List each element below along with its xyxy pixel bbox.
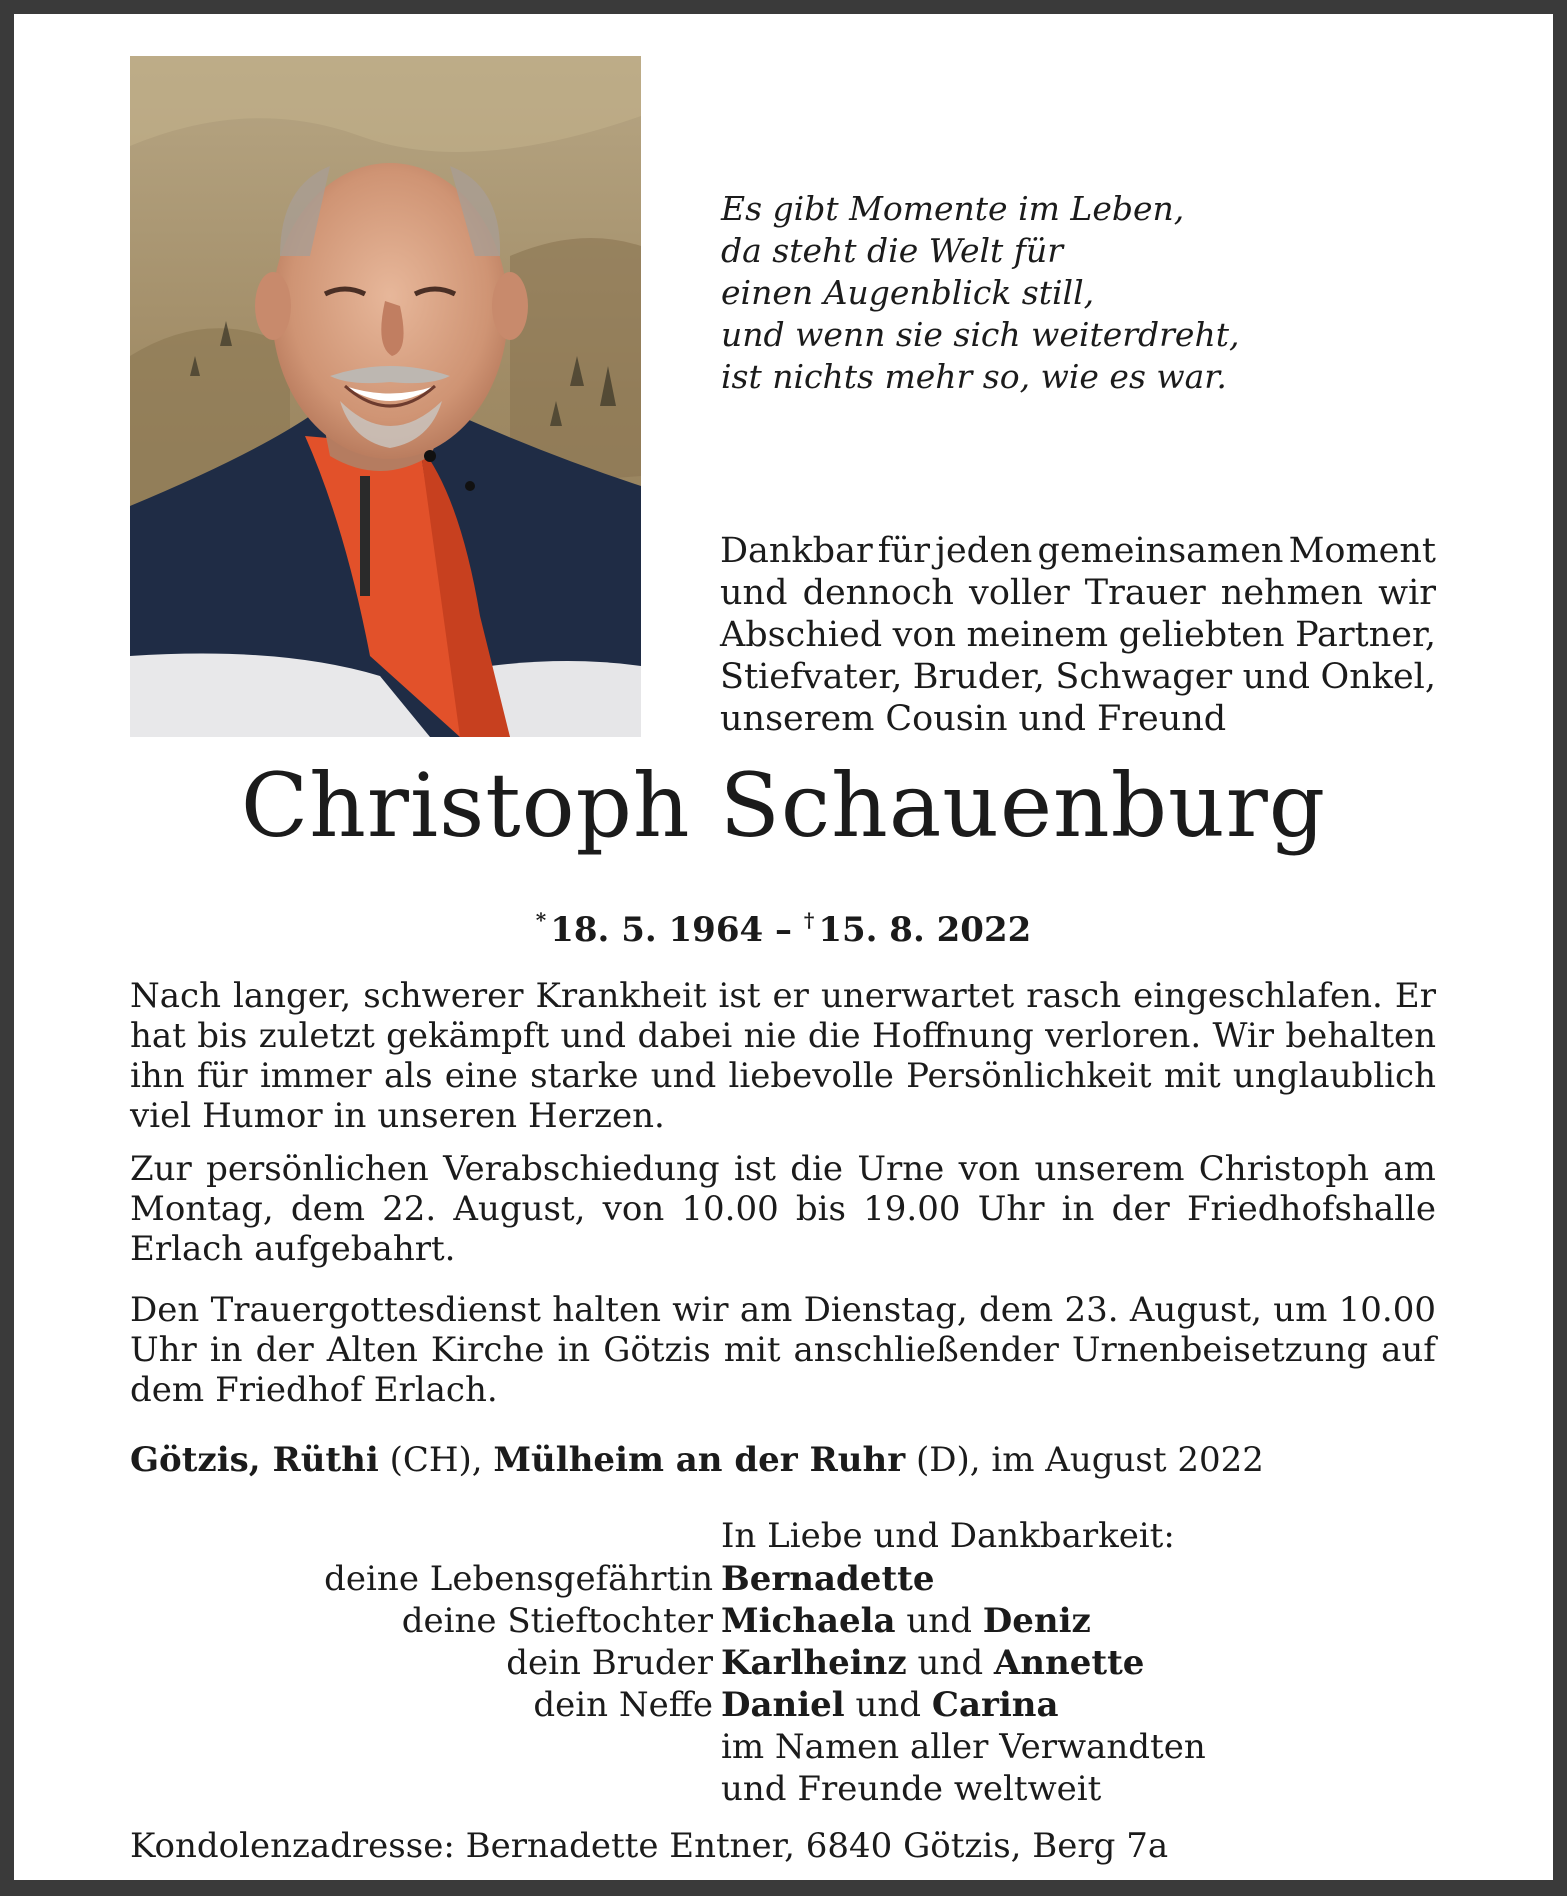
word: eine [444,1056,518,1096]
word: am [1383,1149,1436,1189]
body-paragraph-viewing [130,1149,1436,1269]
word: Krankheit [535,976,707,1016]
paragraph-line [130,1149,1436,1189]
relative-names [721,1642,1144,1684]
word: Dankbar [720,531,873,571]
intro-paragraph [720,530,1436,740]
place-and-date [130,1440,1264,1480]
word: Dienstag, [803,1290,968,1330]
word: und [650,1056,717,1096]
relative-joiner: und [917,1643,984,1683]
word: für [877,531,931,571]
word: anschließender [793,1330,1059,1370]
birth-date: 18. 5. 1964 [550,910,764,950]
word: dem [979,1290,1054,1330]
word: Erlach. [373,1370,498,1410]
poem-line: ist nichts mehr so, wie es war. [721,357,1227,396]
word: voller [969,573,1070,613]
word: August, [1129,1290,1262,1330]
word: gekämpft [386,1016,550,1056]
intro-line [720,656,1436,698]
word: Persönlichkeit [906,1056,1152,1096]
word: liebevolle [728,1056,894,1096]
word: Hoffnung [872,1016,1034,1056]
word: verloren. [1045,1016,1202,1056]
word: der [1111,1189,1170,1229]
word: Cousin [885,699,1008,739]
word: in [557,1330,591,1370]
closing-line-row [130,1768,1530,1810]
word: Friedhof [215,1370,363,1410]
word: Erlach [130,1229,244,1269]
word: wir [1378,573,1436,613]
word: Zur [130,1149,192,1189]
word: Uhr [977,1189,1045,1229]
word: er [772,976,809,1016]
word: 10.00 [1338,1290,1436,1330]
body-paragraph-service [130,1290,1436,1410]
word: Urnenbeisetzung [1071,1330,1369,1370]
intro-line [720,698,1436,740]
paragraph-line [130,1290,1436,1330]
word: dem [130,1370,205,1410]
relative-name: Deniz [982,1601,1091,1641]
paragraph-line [130,1056,1436,1096]
place-city-2: Mülheim an der Ruhr [493,1440,906,1480]
word: Herzen. [528,1096,665,1136]
word: zuletzt [258,1016,375,1056]
relative-relation: deine Lebensgefährtin [324,1559,713,1599]
word: Alten [326,1330,418,1370]
word: Trauergottesdienst [210,1290,541,1330]
place-country-2: (D), [915,1440,981,1480]
relative-row [130,1558,1530,1600]
word: auf [1381,1330,1436,1370]
word: dennoch [802,573,954,613]
word: bis [197,1016,248,1056]
word: Götzis [603,1330,711,1370]
relative-row [130,1642,1530,1684]
relative-names [721,1558,934,1600]
memorial-poem [721,188,1481,398]
paragraph-line [130,1370,1436,1410]
relative-relation: deine Stieftochter [401,1601,713,1641]
word: Moment [1288,531,1436,571]
word: aufgebahrt. [254,1229,456,1269]
word: Christoph [1198,1149,1370,1189]
paragraph-line [130,1096,1436,1136]
date-dash: – [775,910,792,950]
word: Trauer [1084,573,1206,613]
word: wir [672,1290,729,1330]
word: 23. [1064,1290,1119,1330]
closing-line-row [130,1726,1530,1768]
word: gemeinsamen [1037,531,1284,571]
relative-row [130,1684,1530,1726]
relative-name: Carina [931,1685,1059,1725]
paragraph-line [130,1229,1436,1269]
body-paragraph-illness [130,976,1436,1136]
word: ist [733,1149,776,1189]
death-symbol: † [803,908,815,932]
word: viel [130,1096,192,1136]
word: Nach [130,976,221,1016]
word: für [196,1056,248,1096]
signature-heading: In Liebe und Dankbarkeit: [721,1516,1175,1556]
place-city-1: Götzis, Rüthi [130,1440,379,1480]
word: meinem [966,615,1109,655]
word: unserem [1034,1149,1185,1189]
relative-name: Daniel [721,1685,845,1725]
word: die [807,1016,861,1056]
word: Stiefvater, [720,657,903,697]
word: ist [718,976,761,1016]
relative-name: Karlheinz [721,1643,907,1683]
word: in [1061,1189,1095,1229]
word: der [255,1330,314,1370]
word: nehmen [1220,573,1364,613]
relative-name: Annette [993,1643,1145,1683]
poem-line: da steht die Welt für [721,231,1064,270]
word: langer, [232,976,352,1016]
poem-line: einen Augenblick still, [721,273,1095,312]
relative-names [721,1600,1091,1642]
word: Wir [1212,1016,1275,1056]
word: starke [530,1056,639,1096]
place-date: im August 2022 [991,1440,1264,1480]
word: von [892,615,957,655]
word: Onkel, [1320,657,1436,697]
word: Kirche [430,1330,545,1370]
word: mit [723,1330,781,1370]
death-date: 15. 8. 2022 [818,910,1032,950]
word: Urne [857,1149,945,1189]
word: Den [130,1290,200,1330]
word: Verabschiedung [443,1149,720,1189]
word: geliebten [1118,615,1285,655]
word: Schwager [1055,657,1233,697]
word: in [333,1096,367,1136]
word: schwerer [363,976,524,1016]
relative-name: Michaela [721,1601,896,1641]
word: hat [130,1016,186,1056]
word: Er [1394,976,1436,1016]
word: 10.00 [681,1189,779,1229]
paragraph-line [130,1016,1436,1056]
word: immer [259,1056,372,1096]
relative-row [130,1600,1530,1642]
word: bis [795,1189,846,1229]
word: unserem [720,699,875,739]
word: persönlichen [206,1149,429,1189]
word: ihn [130,1056,185,1096]
poem-line: und wenn sie sich weiterdreht, [721,315,1240,354]
word: von [602,1189,665,1229]
relative-joiner: und [855,1685,922,1725]
closing-line: im Namen aller Verwandten [721,1727,1206,1767]
word: in [209,1330,243,1370]
place-country-1: (CH), [389,1440,483,1480]
word: Freund [1096,699,1227,739]
word: am [739,1290,793,1330]
word: Bruder, [912,657,1045,697]
relative-relation: dein Bruder [506,1643,713,1683]
word: dem [290,1189,365,1229]
word: 19.00 [863,1189,961,1229]
portrait-illustration [130,56,641,737]
word: um [1273,1290,1328,1330]
word: unglaublich [1232,1056,1436,1096]
word: die [790,1149,844,1189]
word: behalten [1285,1016,1436,1056]
intro-line [720,530,1436,572]
obituary-card [14,14,1553,1880]
condolence-address: Kondolenzadresse: Bernadette Entner, 6840 Götzis, Berg 7a [130,1826,1169,1866]
word: und [1018,699,1086,739]
paragraph-line [130,1189,1436,1229]
word: nie [743,1016,797,1056]
word: als [383,1056,433,1096]
word: und [720,573,788,613]
word: unerwartet [820,976,1015,1016]
word: eingeschlafen. [1133,976,1383,1016]
word: rasch [1026,976,1122,1016]
poem-line: Es gibt Momente im Leben, [721,189,1185,228]
word: Montag, [130,1189,274,1229]
paragraph-line [130,1330,1436,1370]
word: Abschied [720,615,883,655]
word: dabei [637,1016,733,1056]
intro-line [720,572,1436,614]
deceased-name: Christoph Schauenburg [240,754,1327,857]
birth-symbol: * [535,908,547,932]
relative-name: Bernadette [721,1559,935,1599]
word: 22. [382,1189,437,1229]
word: halten [552,1290,661,1330]
relative-joiner: und [906,1601,972,1641]
word: Partner, [1295,615,1436,655]
word: mit [1163,1056,1221,1096]
life-dates [14,900,1553,950]
word: Friedhofshalle [1186,1189,1436,1229]
word: und [560,1016,627,1056]
intro-line [720,614,1436,656]
closing-line: und Freunde weltweit [721,1769,1102,1809]
portrait-photo [130,56,641,737]
word: Humor [202,1096,323,1136]
word: unseren [377,1096,518,1136]
word: und [1242,657,1311,697]
relative-relation: dein Neffe [533,1685,713,1725]
word: jeden [935,531,1033,571]
word: Uhr [130,1330,197,1370]
word: von [958,1149,1021,1189]
word: August, [453,1189,586,1229]
paragraph-line [130,976,1436,1016]
relative-names [721,1684,1059,1726]
